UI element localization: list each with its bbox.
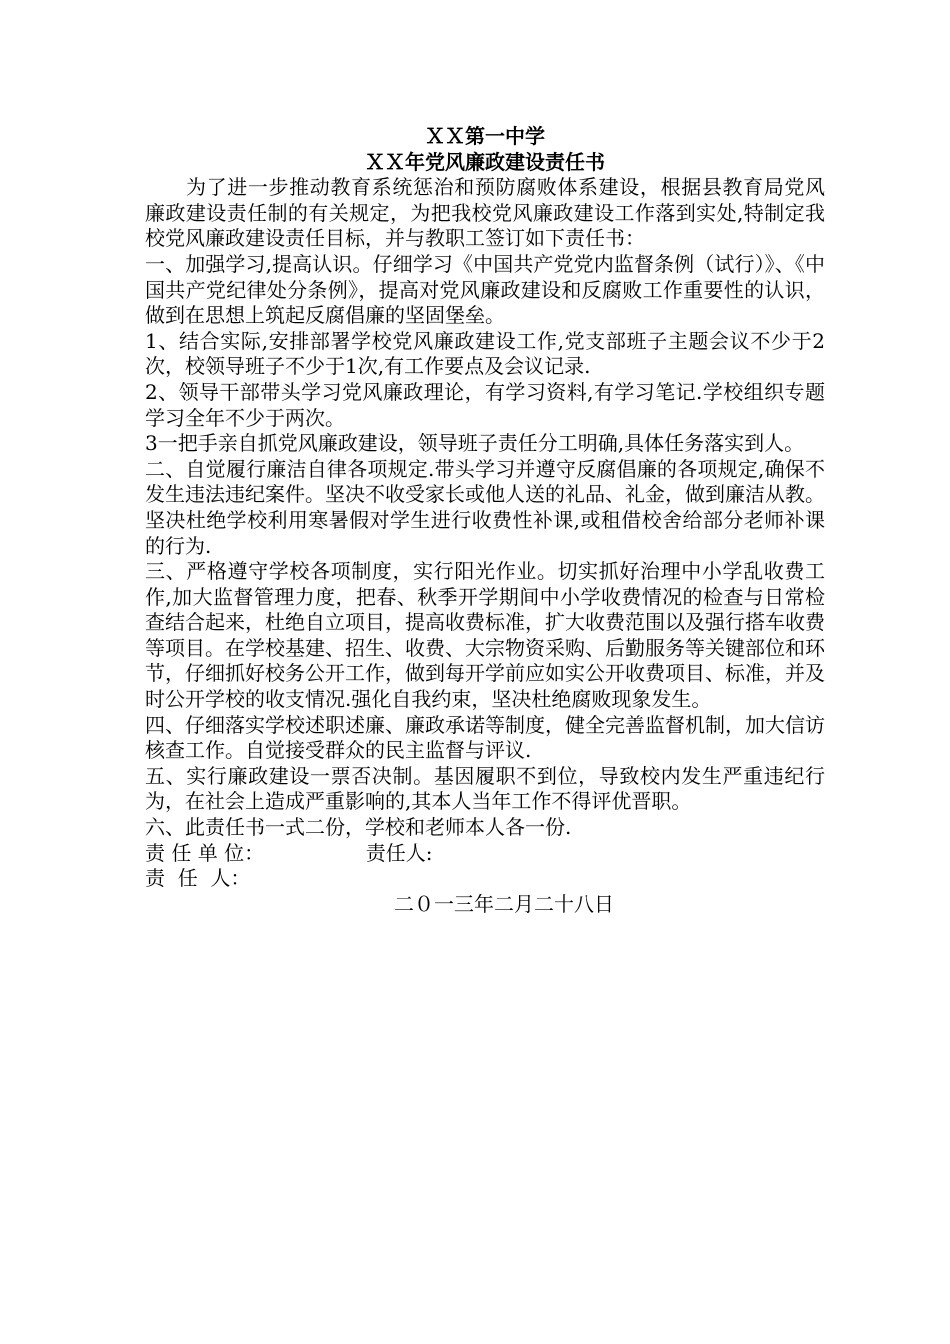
school-name: ＸＸ第一中学 <box>425 124 545 148</box>
paragraph-6: 三、严格遵守学校各项制度，实行阳光作业。切实抓好治理中小学乱收费工作,加大监督管理力度，把春、秋季开学期间中小学收费情况的检查与日常检查结合起来，杜绝自立项目，提高收费标准，扩大收费范围以及强行搭车收费等项目。在学校基建、招生、收费、大宗物资采购、后勤服务等关键部位和环节，仔细抓好校务公开工作，做到每开学前应如实公开收费项目、标准，并及时公开学校的收支情况.强化自我约束，坚决杜绝腐败现象发生。 <box>145 559 825 712</box>
paragraph-9: 六、此责任书一式二份，学校和老师本人各一份. <box>145 815 572 840</box>
paragraph-5: 二、自觉履行廉洁自律各项规定.带头学习并遵守反腐倡廉的各项规定,确保不发生违法违纪案件。坚决不收受家长或他人送的礼品、礼金，做到廉洁从教。坚决杜绝学校利用寒暑假对学生进行收费性补课,或租借校舍给部分老师补课的行为. <box>145 456 825 558</box>
paragraph-3: 2、领导干部带头学习党风廉政理论，有学习资料,有学习笔记.学校组织专题学习全年不少于两次。 <box>145 379 825 430</box>
paragraph-1: 一、加强学习,提高认识。仔细学习《中国共产党党内监督条例（试行）》、《中国共产党纪律处分条例》，提高对党风廉政建设和反腐败工作重要性的认识，做到在思想上筑起反腐倡廉的坚固堡垒。 <box>145 251 825 328</box>
signature-person-line: 责 任 人： <box>145 866 251 891</box>
paragraph-8: 五、实行廉政建设一票否决制。基因履职不到位，导致校内发生严重违纪行为，在社会上造成严重影响的,其本人当年工作不得评优晋职。 <box>145 763 825 814</box>
signature-unit-line: 责 任 单 位： 责任人: <box>145 840 433 865</box>
paragraph-4: 3一把手亲自抓党风廉政建设，领导班子责任分工明确,具体任务落实到人。 <box>145 431 805 456</box>
paragraph-2: 1、结合实际,安排部署学校党风廉政建设工作,党支部班子主题会议不少于2次，校领导班子不少于1次,有工作要点及会议记录. <box>145 328 825 379</box>
intro-paragraph: 为了进一步推动教育系统惩治和预防腐败体系建设，根据县教育局党风廉政建设责任制的有关规定，为把我校党风廉政建设工作落到实处,特制定我校党风廉政建设责任目标，并与教职工签订如下责任书： <box>145 175 825 251</box>
paragraph-7: 四、仔细落实学校述职述廉、廉政承诺等制度，健全完善监督机制，加大信访核查工作。自觉接受群众的民主监督与评议. <box>145 712 825 763</box>
document-title: ＸＸ年党风廉政建设责任书 <box>365 149 605 174</box>
document-page <box>145 124 825 917</box>
document-date: 二０一三年二月二十八日 <box>394 891 614 916</box>
